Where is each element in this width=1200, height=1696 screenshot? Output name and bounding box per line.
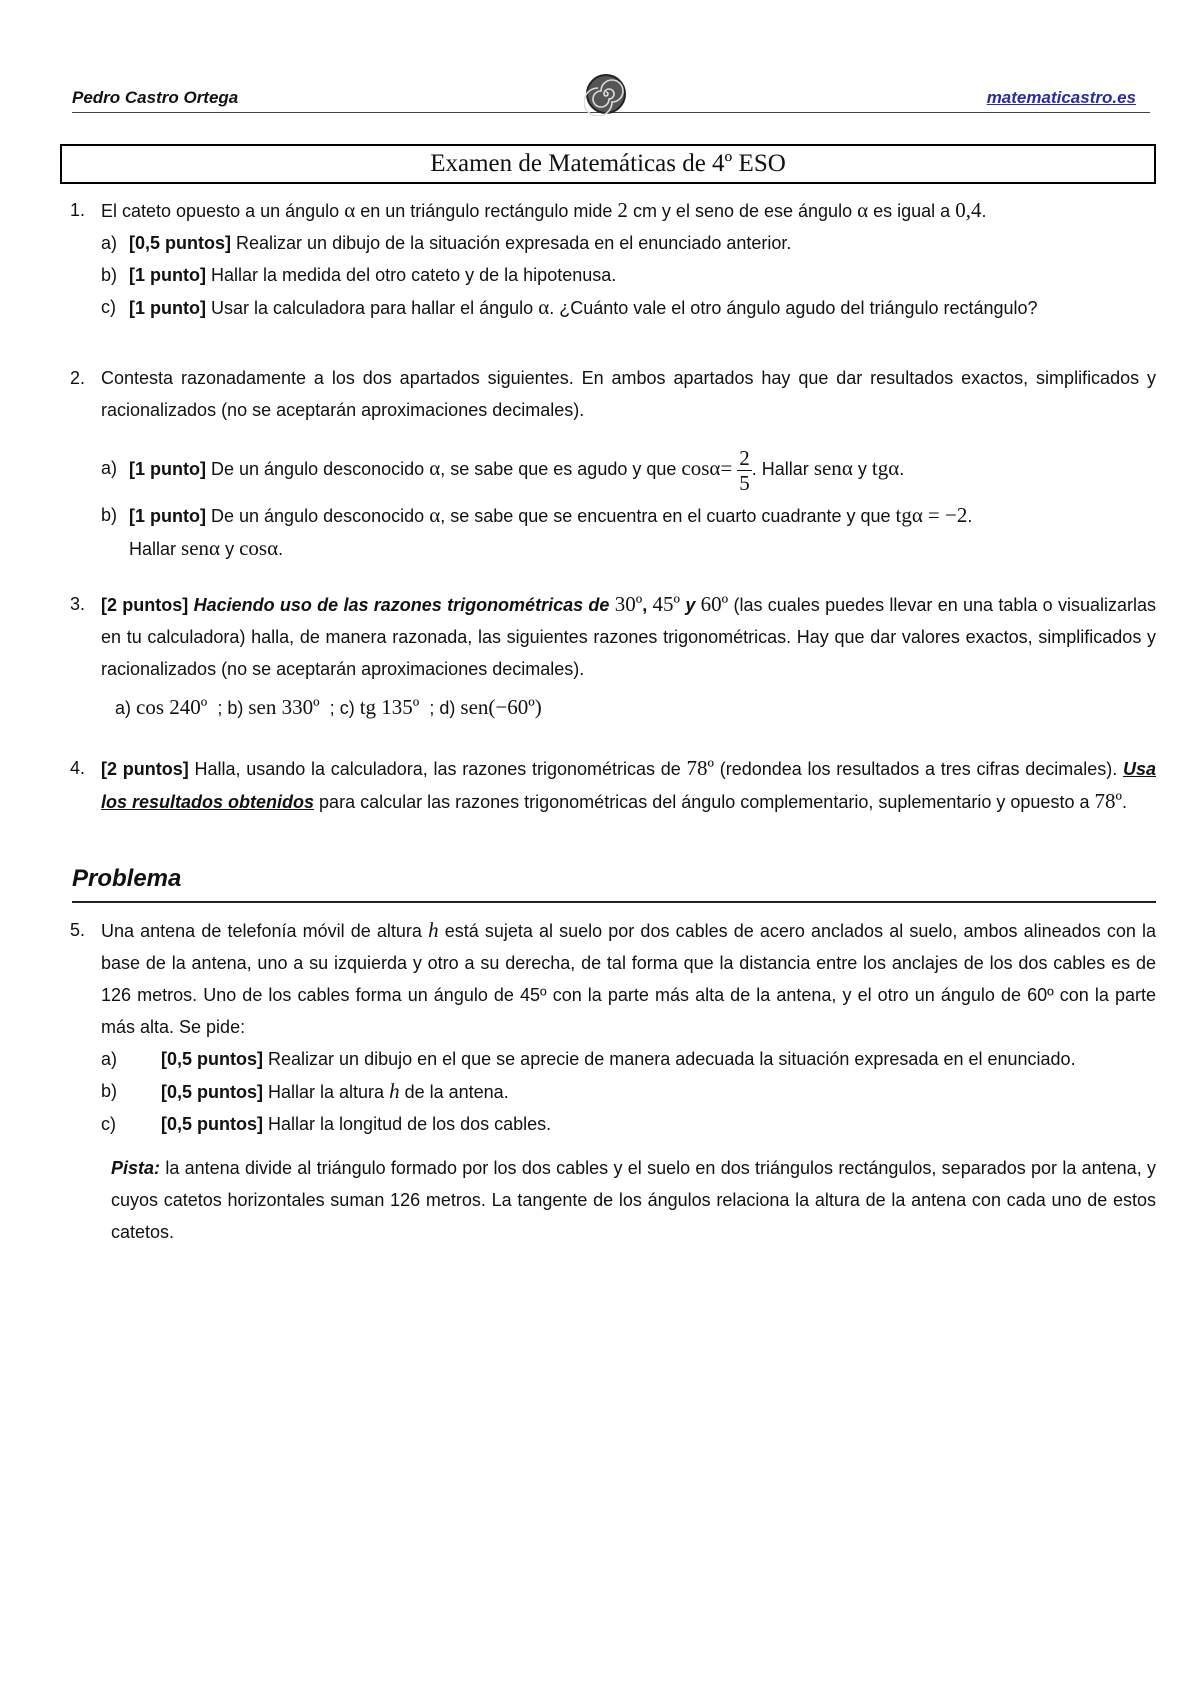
q3-items — [115, 687, 1156, 728]
site-link[interactable]: matematicastro.es — [986, 88, 1136, 107]
q5-part-a — [101, 1043, 1156, 1075]
q1-text: cm y el seno de ese ángulo — [632, 201, 853, 221]
question-4 — [70, 752, 1156, 818]
angle-78: 78º — [1094, 789, 1122, 813]
question-3 — [70, 588, 1156, 728]
alpha-symbol: α — [709, 456, 721, 480]
part-label: c) — [101, 297, 116, 317]
part-text: Realizar un dibujo en el que se aprecie de manera adecuada la situación expresada en el enunciado. — [268, 1049, 1076, 1069]
expr-cos240: cos 240º — [136, 695, 208, 719]
part-text: . Hallar — [751, 459, 809, 479]
alpha-symbol: α — [429, 456, 441, 480]
hint-text: la antena divide al triángulo formado por los dos cables y el suelo en dos triángulos rectángulos, separados por la antena, y cuyos catetos horizontales suman 126 metros. La tangente de los ángulos relaciona la altura de la antena con cada uno de estos catetos. — [111, 1158, 1156, 1242]
q3-lead: Haciendo uso de las razones trigonométricas de — [193, 595, 610, 615]
question-number: 3. — [70, 594, 86, 614]
tan-fn: tg — [895, 503, 912, 527]
part-text: Hallar la longitud de los dos cables. — [268, 1114, 552, 1134]
value-0-4: 0,4 — [955, 198, 982, 222]
question-number: 1. — [70, 200, 86, 220]
q5-text: Una antena de telefonía móvil de altura — [101, 921, 422, 941]
part-label: a) — [101, 1049, 118, 1069]
points: [0,5 puntos] — [161, 1082, 263, 1102]
fraction-2-5 — [737, 446, 752, 495]
q2-part-a — [101, 438, 1156, 499]
spiral-logo-icon — [584, 72, 628, 121]
period: . — [899, 459, 905, 479]
q3-text: (las cuales puedes llevar en una tabla o visualizarlas en tu calculadora) halla, de manera razonada, las siguientes razones trigonométricas. Hay que dar valores exactos, simplificados y racionalizados (no se aceptarán aproximaciones decimales). — [101, 595, 1156, 679]
tan-fn: tg — [871, 456, 889, 480]
part-label: a) — [101, 233, 118, 253]
points: [1 punto] — [129, 298, 206, 318]
part-text: , se sabe que es agudo y que — [440, 459, 677, 479]
q4-text: para calcular las razones trigonométricas del ángulo complementario, suplementario y opuesto a — [319, 792, 1090, 812]
part-label: b) — [101, 505, 118, 525]
numerator: 2 — [739, 445, 750, 470]
q4-text: (redondea los resultados a tres cifras decimales). — [719, 759, 1118, 779]
part-label: c) — [101, 1114, 116, 1134]
equals: = — [720, 456, 733, 480]
alpha-symbol: α — [209, 536, 221, 560]
angle-60: 60º — [700, 592, 729, 616]
part-label: a) — [101, 458, 118, 478]
part-text: De un ángulo desconocido — [211, 459, 425, 479]
points: [0,5 puntos] — [129, 233, 231, 253]
question-number: 4. — [70, 758, 86, 778]
expr-sen-60: sen(−60º) — [460, 695, 542, 719]
alpha-symbol: α — [911, 503, 923, 527]
separator: ; — [217, 698, 223, 718]
q1-text: El cateto opuesto a un ángulo — [101, 201, 340, 221]
cos-fn: cos — [239, 536, 268, 560]
expr-sen330: sen 330º — [248, 695, 320, 719]
section-heading: Problema — [72, 865, 182, 892]
part-text: Usar la calculadora para hallar el ángulo — [211, 298, 534, 318]
cos-fn: cos — [681, 456, 710, 480]
part-text: De un ángulo desconocido — [211, 506, 425, 526]
q5-part-c — [101, 1108, 1156, 1140]
item-label: d) — [439, 698, 456, 718]
separator: ; — [329, 698, 335, 718]
q5-part-b — [101, 1075, 1156, 1108]
question-1 — [70, 194, 1156, 324]
q1-part-a — [101, 227, 1156, 259]
alpha-symbol: α — [841, 456, 853, 480]
hint-label: Pista: — [111, 1158, 161, 1178]
points: [0,5 puntos] — [161, 1049, 263, 1069]
part-text: . ¿Cuánto vale el otro ángulo agudo del triángulo rectángulo? — [549, 298, 1038, 318]
points: [1 punto] — [129, 506, 206, 526]
period: . — [278, 539, 284, 559]
question-2 — [70, 362, 1156, 565]
angle-45: 45º — [652, 592, 681, 616]
sin-fn: sen — [181, 536, 210, 560]
variable-h: h — [428, 918, 439, 942]
question-number: 5. — [70, 920, 86, 940]
angle-78: 78º — [686, 756, 714, 780]
part-label: b) — [101, 1081, 118, 1101]
alpha-symbol: α — [538, 295, 550, 319]
q1-part-b — [101, 259, 1156, 291]
points: [2 puntos] — [101, 759, 189, 779]
angle-30: 30º — [614, 592, 643, 616]
item-label: b) — [227, 698, 244, 718]
part-text: Hallar — [129, 539, 177, 559]
part-text: Realizar un dibujo de la situación expresada en el enunciado anterior. — [236, 233, 792, 253]
question-5 — [70, 914, 1156, 1248]
author-name: Pedro Castro Ortega — [72, 88, 239, 107]
period: . — [967, 506, 973, 526]
part-text: Hallar la altura — [268, 1082, 385, 1102]
variable-h: h — [389, 1079, 400, 1103]
q1-part-c — [101, 291, 1156, 324]
conjunction: y — [225, 539, 235, 559]
alpha-symbol: α — [857, 198, 869, 222]
question-number: 2. — [70, 368, 86, 388]
item-label: a) — [115, 698, 132, 718]
part-label: b) — [101, 265, 118, 285]
separator: ; — [429, 698, 435, 718]
q2-part-b — [101, 499, 1156, 565]
q1-text: en un triángulo rectángulo mide — [360, 201, 613, 221]
value-2: 2 — [617, 198, 628, 222]
conjunction: y — [685, 595, 696, 615]
period: . — [981, 201, 987, 221]
points: [2 puntos] — [101, 595, 189, 615]
q5-text: está sujeta al suelo por dos cables de acero anclados al suelo, ambos alineados con la base de la antena, uno a su izquierda y otro a su derecha, de tal forma que la distancia entre los anclajes de los dos cables es de 126 metros. Uno de los cables forma un ángulo de 45º con la parte más alta de la antena, y el otro un ángulo de 60º con la parte más alta. Se pide: — [101, 921, 1156, 1037]
conjunction: y — [857, 459, 867, 479]
equals-value: = −2 — [927, 503, 968, 527]
period: . — [1122, 792, 1128, 812]
alpha-symbol: α — [344, 198, 356, 222]
denominator: 5 — [739, 470, 750, 495]
alpha-symbol: α — [429, 503, 441, 527]
q1-text: es igual a — [873, 201, 951, 221]
points: [1 punto] — [129, 459, 206, 479]
section-divider — [72, 901, 1156, 903]
q4-text: Halla, usando la calculadora, las razones trigonométricas de — [194, 759, 681, 779]
item-label: c) — [339, 698, 355, 718]
sin-fn: sen — [813, 456, 842, 480]
exam-title: Examen de Matemáticas de 4º ESO — [60, 144, 1156, 184]
points: [0,5 puntos] — [161, 1114, 263, 1134]
emphasis: Usa los resultados obtenidos — [101, 759, 1156, 812]
part-text: de la antena. — [404, 1082, 509, 1102]
comma: , — [642, 595, 648, 615]
page-header — [72, 82, 1150, 113]
alpha-symbol: α — [267, 536, 279, 560]
hint — [111, 1152, 1156, 1248]
alpha-symbol: α — [888, 456, 900, 480]
expr-tg135: tg 135º — [359, 695, 420, 719]
points: [1 punto] — [129, 265, 206, 285]
q2-text: Contesta razonadamente a los dos apartados siguientes. En ambos apartados hay que dar resultados exactos, simplificados y racionalizados (no se aceptarán aproximaciones decimales). — [101, 368, 1156, 420]
part-text: , se sabe que se encuentra en el cuarto cuadrante y que — [440, 506, 891, 526]
part-text: Hallar la medida del otro cateto y de la hipotenusa. — [211, 265, 617, 285]
